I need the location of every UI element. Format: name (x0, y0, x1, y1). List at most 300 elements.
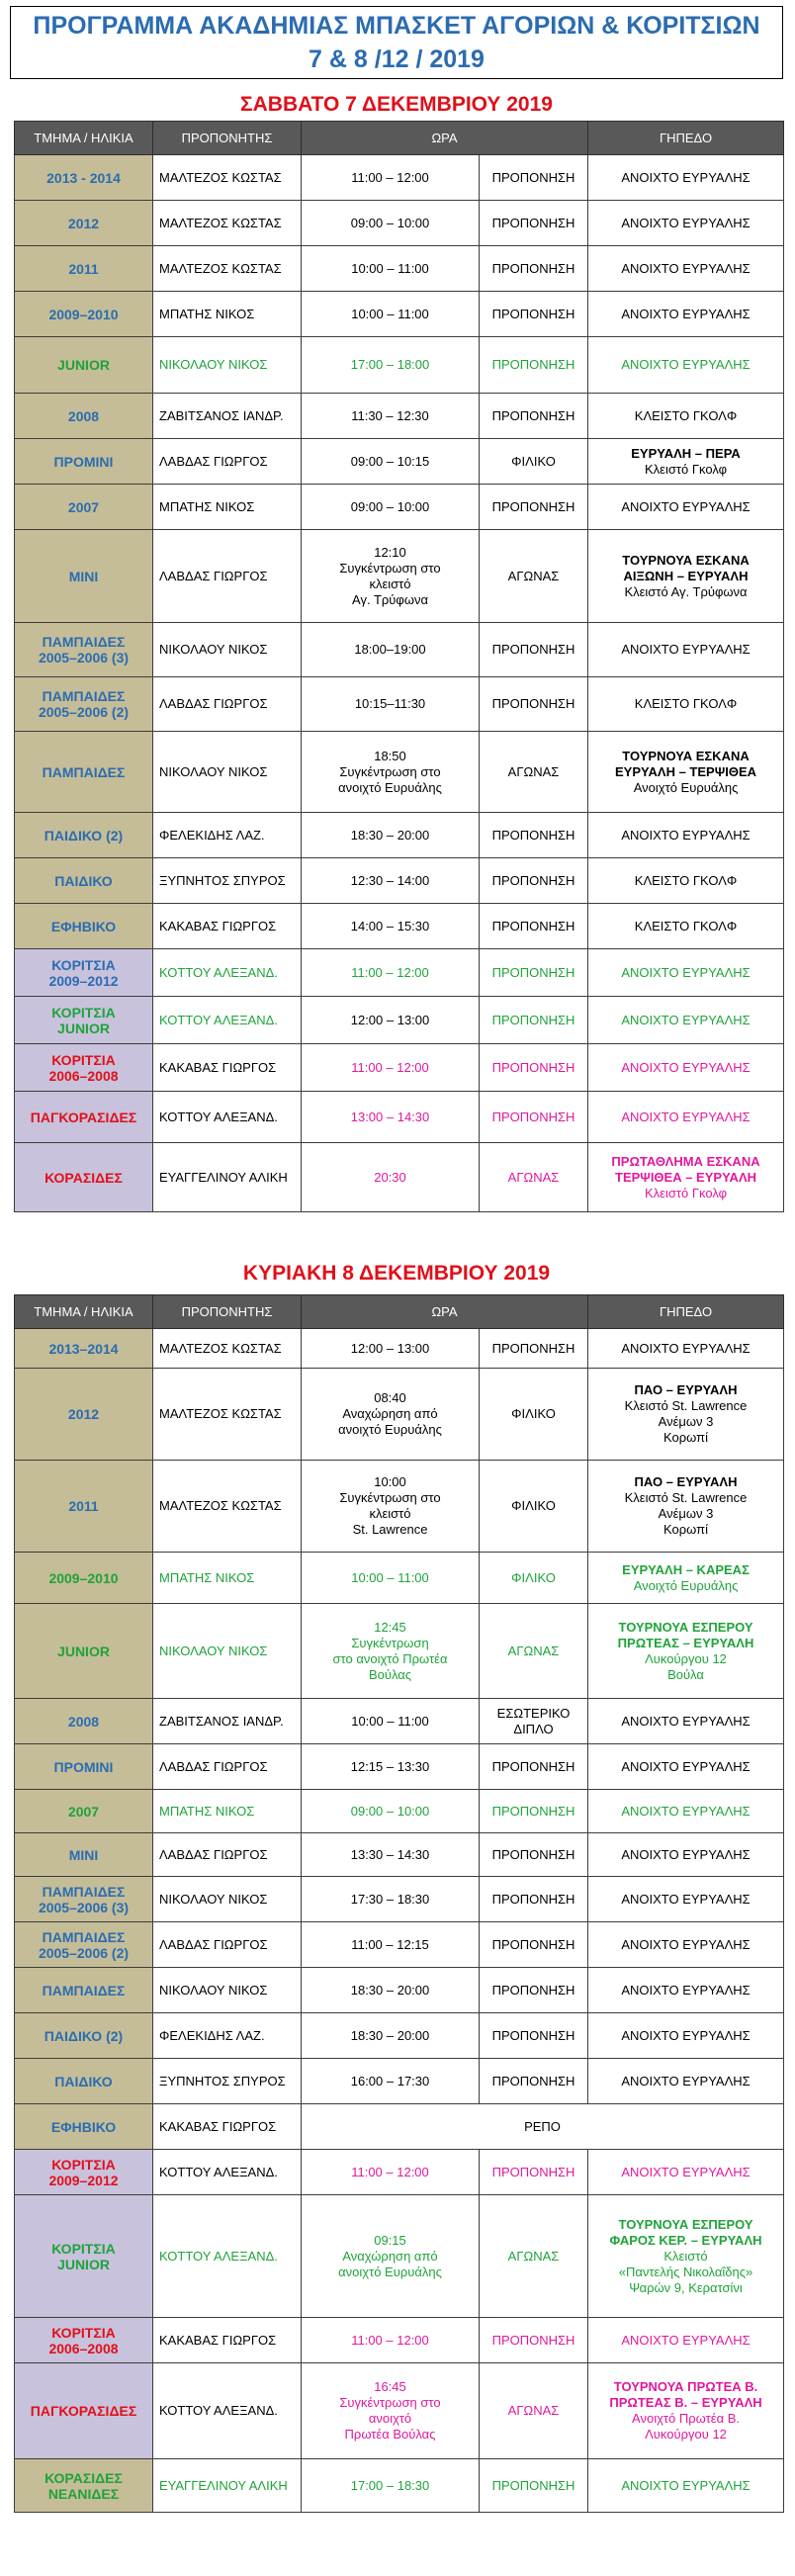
type-cell: ΠΡΟΠΟΝΗΣΗ (480, 904, 588, 949)
type-cell: ΠΡΟΠΟΝΗΣΗ (480, 246, 588, 292)
section-cell: 2008 (15, 394, 153, 439)
table-header-row (15, 1295, 784, 1329)
section-age: 2005–2006 (3) (38, 1899, 130, 1915)
venue-match: ΕΥΡΥΑΛΗ – ΠΕΡΑ (631, 445, 741, 461)
time-note: Βούλας (368, 1666, 412, 1682)
coach-cell: ΝΙΚΟΛΑΟΥ ΝΙΚΟΣ (153, 1604, 302, 1699)
coach-cell: ΜΑΛΤΕΖΟΣ ΚΩΣΤΑΣ (153, 246, 302, 292)
table-row (15, 201, 784, 246)
section-name: ΠΑΜΠΑΙΔΕΣ (42, 688, 126, 704)
section-cell: 2013 - 2014 (15, 155, 153, 201)
venue-cell (588, 1553, 784, 1604)
type-cell: ΑΓΩΝΑΣ (480, 732, 588, 813)
coach-cell: ΝΙΚΟΛΑΟΥ ΝΙΚΟΣ (153, 1968, 302, 2013)
type-cell: ΑΓΩΝΑΣ (480, 2363, 588, 2459)
time-note: Πρωτέα Βούλας (344, 2427, 436, 2442)
header-dates: 7 & 8 /12 / 2019 (309, 45, 485, 73)
venue-cell: ΑΝΟΙΧΤΟ ΕΥΡΥΑΛΗΣ (588, 949, 784, 997)
venue-match: ΠΑΟ – ΕΥΡΥΑΛΗ (634, 1474, 738, 1489)
time-value: 12:45 (374, 1619, 406, 1635)
section-cell: ΠΑΜΠΑΙΔΕΣ (15, 732, 153, 813)
time-cell: 17:30 – 18:30 (302, 1877, 480, 1922)
type-cell: ΠΡΟΠΟΝΗΣΗ (480, 997, 588, 1044)
venue-match: ΠΡΩΤΕΑΣ – ΕΥΡΥΑΛΗ (617, 1635, 754, 1650)
table-row (15, 2013, 784, 2059)
saturday-title: ΣΑΒΒΑΤΟ 7 ΔΕΚΕΜΒΡΙΟΥ 2019 (240, 93, 553, 116)
venue-cell: ΑΝΟΙΧΤΟ ΕΥΡΥΑΛΗΣ (588, 1968, 784, 2013)
table-row (15, 858, 784, 904)
coach-cell: ΚΟΤΤΟΥ ΑΛΕΞΑΝΔ. (153, 949, 302, 997)
type-cell: ΑΓΩΝΑΣ (480, 1604, 588, 1699)
time-note: ανοιχτό Ευρυάλης (338, 2264, 442, 2279)
time-cell: 09:00 – 10:15 (302, 439, 480, 485)
time-cell: 10:00 – 11:00 (302, 1553, 480, 1604)
coach-cell: ΚΑΚΑΒΑΣ ΓΙΩΡΓΟΣ (153, 904, 302, 949)
section-cell: MINI (15, 1833, 153, 1877)
venue-cell: ΑΝΟΙΧΤΟ ΕΥΡΥΑΛΗΣ (588, 2013, 784, 2059)
time-cell: 16:00 – 17:30 (302, 2059, 480, 2104)
type-cell: ΠΡΟΠΟΝΗΣΗ (480, 201, 588, 246)
table-row (15, 1604, 784, 1699)
venue-match: ΤΟΥΡΝΟΥΑ ΠΡΩΤΕΑ Β. (613, 2379, 758, 2394)
type-cell: ΠΡΟΠΟΝΗΣΗ (480, 2013, 588, 2059)
venue-match: ΤΟΥΡΝΟΥΑ ΕΣΚΑΝΑ (622, 748, 750, 763)
type-cell: ΠΡΟΠΟΝΗΣΗ (480, 155, 588, 201)
venue-location: Ανοιχτό Ευρυάλης (633, 1577, 739, 1593)
type-cell: ΑΓΩΝΑΣ (480, 2195, 588, 2318)
venue-cell: ΑΝΟΙΧΤΟ ΕΥΡΥΑΛΗΣ (588, 201, 784, 246)
section-cell (15, 997, 153, 1044)
section-cell: 2007 (15, 485, 153, 530)
time-note: Αναχώρηση από (342, 1406, 438, 1421)
coach-cell: ΛΑΒΔΑΣ ΓΙΩΡΓΟΣ (153, 1922, 302, 1968)
venue-location: «Παντελής Νικολαΐδης» (618, 2264, 753, 2279)
column-header-coach: ΠΡΟΠΟΝΗΤΗΣ (153, 122, 302, 155)
time-value: 08:40 (374, 1390, 406, 1405)
venue-location: Κλειστό St. Lawrence (624, 1398, 748, 1413)
time-cell: 09:00 – 10:00 (302, 485, 480, 530)
table-row (15, 1329, 784, 1369)
venue-cell (588, 530, 784, 623)
venue-match: ΠΑΟ – ΕΥΡΥΑΛΗ (634, 1382, 738, 1397)
section-cell (15, 1922, 153, 1968)
venue-city: Κορωπί (663, 1430, 708, 1445)
coach-cell: ΝΙΚΟΛΑΟΥ ΝΙΚΟΣ (153, 1877, 302, 1922)
section-age: 2006–2008 (48, 2340, 119, 2356)
venue-location: Κλειστό (663, 2248, 708, 2264)
section-age: ΝΕΑΝΙΔΕΣ (47, 2485, 120, 2502)
venue-cell: ΑΝΟΙΧΤΟ ΕΥΡΥΑΛΗΣ (588, 1092, 784, 1143)
section-cell: 2007 (15, 1790, 153, 1833)
table-row (15, 1922, 784, 1968)
sunday-table (14, 1294, 784, 2513)
time-cell: 13:00 – 14:30 (302, 1092, 480, 1143)
column-header-time: ΩΡΑ (302, 1295, 588, 1329)
table-row (15, 2318, 784, 2363)
coach-cell: ΜΑΛΤΕΖΟΣ ΚΩΣΤΑΣ (153, 1329, 302, 1369)
column-header-section: ΤΜΗΜΑ / ΗΛΙΚΙΑ (15, 122, 153, 155)
type-cell: ΠΡΟΠΟΝΗΣΗ (480, 1744, 588, 1790)
type-cell: ΠΡΟΠΟΝΗΣΗ (480, 2459, 588, 2513)
time-cell: 09:00 – 10:00 (302, 201, 480, 246)
coach-cell: ΝΙΚΟΛΑΟΥ ΝΙΚΟΣ (153, 623, 302, 677)
table-row (15, 485, 784, 530)
table-row (15, 530, 784, 623)
venue-address: Ανέμων 3 (658, 1414, 714, 1429)
type-cell: ΠΡΟΠΟΝΗΣΗ (480, 858, 588, 904)
time-cell: 14:00 – 15:30 (302, 904, 480, 949)
time-cell: 17:00 – 18:00 (302, 337, 480, 394)
section-cell: ΠΑΙΔΙΚΟ (15, 858, 153, 904)
venue-cell: ΚΛΕΙΣΤΟ ΓΚΟΛΦ (588, 904, 784, 949)
type-cell: ΠΡΟΠΟΝΗΣΗ (480, 1877, 588, 1922)
coach-cell: ΜΑΛΤΕΖΟΣ ΚΩΣΤΑΣ (153, 155, 302, 201)
type-cell: ΠΡΟΠΟΝΗΣΗ (480, 394, 588, 439)
table-row (15, 2150, 784, 2195)
time-cell: 12:30 – 14:00 (302, 858, 480, 904)
section-cell: ΠΑΜΠΑΙΔΕΣ (15, 1968, 153, 2013)
coach-cell: ΕΥΑΓΓΕΛΙΝΟΥ ΑΛΙΚΗ (153, 1143, 302, 1212)
section-cell: ΠΡΟΜΙΝΙ (15, 1744, 153, 1790)
time-note: ανοιχτό (368, 2411, 412, 2426)
section-age: JUNIOR (57, 2256, 110, 2272)
coach-cell: ΚΟΤΤΟΥ ΑΛΕΞΑΝΔ. (153, 997, 302, 1044)
coach-cell: ΚΑΚΑΒΑΣ ΓΙΩΡΓΟΣ (153, 1044, 302, 1092)
time-value: 16:45 (374, 2379, 406, 2394)
venue-location: Ανοιχτό Ευρυάλης (633, 779, 739, 795)
venue-match: ΕΥΡΥΑΛΗ – ΚΑΡΕΑΣ (622, 1561, 750, 1577)
venue-cell: ΑΝΟΙΧΤΟ ΕΥΡΥΑΛΗΣ (588, 813, 784, 858)
type-cell: ΠΡΟΠΟΝΗΣΗ (480, 2059, 588, 2104)
section-name: ΠΑΜΠΑΙΔΕΣ (42, 1883, 126, 1900)
type-cell: ΑΓΩΝΑΣ (480, 1143, 588, 1212)
coach-cell: ΚΟΤΤΟΥ ΑΛΕΞΑΝΔ. (153, 2150, 302, 2195)
venue-match: ΠΡΩΤΑΘΛΗΜΑ ΕΣΚΑΝΑ (611, 1153, 760, 1169)
time-note: Συγκέντρωση στο (339, 763, 441, 779)
section-name: ΚΟΡΙΤΣΙΑ (51, 1051, 116, 1068)
venue-cell (588, 439, 784, 485)
coach-cell: ΦΕΛΕΚΙΔΗΣ ΛΑΖ. (153, 813, 302, 858)
table-row (15, 2459, 784, 2513)
coach-cell: ΜΑΛΤΕΖΟΣ ΚΩΣΤΑΣ (153, 201, 302, 246)
coach-cell: ΖΑΒΙΤΣΑΝΟΣ ΙΑΝΔΡ. (153, 394, 302, 439)
section-age: 2005–2006 (2) (38, 704, 130, 720)
section-cell: ΠΑΙΔΙΚΟ (2) (15, 2013, 153, 2059)
time-cell (302, 732, 480, 813)
section-cell: 2011 (15, 1461, 153, 1553)
type-cell: ΠΡΟΠΟΝΗΣΗ (480, 1790, 588, 1833)
venue-cell: ΑΝΟΙΧΤΟ ΕΥΡΥΑΛΗΣ (588, 997, 784, 1044)
time-note: Αναχώρηση από (342, 2248, 438, 2264)
table-row (15, 1143, 784, 1212)
type-cell: ΠΡΟΠΟΝΗΣΗ (480, 1833, 588, 1877)
type-cell: ΠΡΟΠΟΝΗΣΗ (480, 1329, 588, 1369)
section-cell (15, 623, 153, 677)
table-row (15, 1744, 784, 1790)
time-cell (302, 1461, 480, 1553)
time-cell: 10:00 – 11:00 (302, 292, 480, 337)
venue-cell: ΑΝΟΙΧΤΟ ΕΥΡΥΑΛΗΣ (588, 337, 784, 394)
venue-location: Ανοιχτό Πρωτέα Β. (632, 2411, 740, 2426)
time-cell: 13:30 – 14:30 (302, 1833, 480, 1877)
table-row (15, 2195, 784, 2318)
venue-cell: ΑΝΟΙΧΤΟ ΕΥΡΥΑΛΗΣ (588, 155, 784, 201)
coach-cell: ΚΟΤΤΟΥ ΑΛΕΞΑΝΔ. (153, 2195, 302, 2318)
time-cell: 10:00 – 11:00 (302, 1699, 480, 1744)
coach-cell: ΖΑΒΙΤΣΑΝΟΣ ΙΑΝΔΡ. (153, 1699, 302, 1744)
time-value: 10:00 (374, 1474, 406, 1489)
section-cell: ΠΑΓΚΟΡΑΣΙΔΕΣ (15, 1092, 153, 1143)
type-cell: ΠΡΟΠΟΝΗΣΗ (480, 1922, 588, 1968)
table-row (15, 1553, 784, 1604)
section-name: ΚΟΡΙΤΣΙΑ (51, 2240, 116, 2257)
time-cell: 17:00 – 18:30 (302, 2459, 480, 2513)
time-cell (302, 2363, 480, 2459)
type-cell: ΠΡΟΠΟΝΗΣΗ (480, 2318, 588, 2363)
table-row (15, 1461, 784, 1553)
table-row (15, 813, 784, 858)
time-note: Συγκέντρωση στο (339, 560, 441, 576)
coach-cell: ΦΕΛΕΚΙΔΗΣ ΛΑΖ. (153, 2013, 302, 2059)
type-cell: ΠΡΟΠΟΝΗΣΗ (480, 813, 588, 858)
time-note: κλειστό (369, 1506, 411, 1521)
venue-match: ΠΡΩΤΕΑΣ Β. – ΕΥΡΥΑΛΗ (609, 2395, 762, 2410)
table-row (15, 623, 784, 677)
section-cell: ΠΑΙΔΙΚΟ (15, 2059, 153, 2104)
type-cell: ΠΡΟΠΟΝΗΣΗ (480, 1968, 588, 2013)
table-row (15, 246, 784, 292)
table-row (15, 904, 784, 949)
type-cell: ΦΙΛΙΚΟ (480, 1461, 588, 1553)
coach-cell: ΜΠΑΤΗΣ ΝΙΚΟΣ (153, 292, 302, 337)
time-note: St. Lawrence (352, 1522, 428, 1537)
venue-cell: ΑΝΟΙΧΤΟ ΕΥΡΥΑΛΗΣ (588, 2318, 784, 2363)
time-cell: 11:00 – 12:00 (302, 1044, 480, 1092)
coach-cell: ΛΑΒΔΑΣ ΓΙΩΡΓΟΣ (153, 677, 302, 732)
venue-match: ΤΟΥΡΝΟΥΑ ΕΣΠΕΡΟΥ (618, 1619, 753, 1635)
section-cell: ΕΦΗΒΙΚΟ (15, 904, 153, 949)
section-cell: JUNIOR (15, 1604, 153, 1699)
venue-cell (588, 1461, 784, 1553)
venue-match: ΕΥΡΥΑΛΗ – ΤΕΡΨΙΘΕΑ (615, 763, 757, 779)
section-cell: ΚΟΡΑΣΙΔΕΣ (15, 1143, 153, 1212)
venue-cell: ΑΝΟΙΧΤΟ ΕΥΡΥΑΛΗΣ (588, 2059, 784, 2104)
coach-cell: ΚΟΤΤΟΥ ΑΛΕΞΑΝΔ. (153, 2363, 302, 2459)
coach-cell: ΕΥΑΓΓΕΛΙΝΟΥ ΑΛΙΚΗ (153, 2459, 302, 2513)
section-cell: 2012 (15, 201, 153, 246)
section-cell: 2011 (15, 246, 153, 292)
type-cell: ΦΙΛΙΚΟ (480, 1553, 588, 1604)
time-cell: 11:30 – 12:30 (302, 394, 480, 439)
time-cell: 11:00 – 12:00 (302, 2318, 480, 2363)
time-cell: 18:30 – 20:00 (302, 813, 480, 858)
coach-cell: ΜΠΑΤΗΣ ΝΙΚΟΣ (153, 1790, 302, 1833)
venue-cell: ΑΝΟΙΧΤΟ ΕΥΡΥΑΛΗΣ (588, 246, 784, 292)
section-name: ΚΟΡΑΣΙΔΕΣ (44, 2469, 123, 2486)
time-value: 18:50 (374, 748, 406, 763)
coach-cell: ΛΑΒΔΑΣ ΓΙΩΡΓΟΣ (153, 530, 302, 623)
venue-cell: ΑΝΟΙΧΤΟ ΕΥΡΥΑΛΗΣ (588, 1699, 784, 1744)
venue-cell: ΑΝΟΙΧΤΟ ΕΥΡΥΑΛΗΣ (588, 1744, 784, 1790)
section-name: ΚΟΡΙΤΣΙΑ (51, 2324, 116, 2341)
section-cell: JUNIOR (15, 337, 153, 394)
venue-address: Λυκούργου 12 (645, 2427, 727, 2442)
time-cell: 11:00 – 12:00 (302, 155, 480, 201)
venue-cell: ΑΝΟΙΧΤΟ ΕΥΡΥΑΛΗΣ (588, 1044, 784, 1092)
type-cell: ΠΡΟΠΟΝΗΣΗ (480, 1092, 588, 1143)
venue-cell (588, 2363, 784, 2459)
table-row (15, 292, 784, 337)
time-cell (302, 1604, 480, 1699)
type-cell: ΠΡΟΠΟΝΗΣΗ (480, 1044, 588, 1092)
venue-cell: ΚΛΕΙΣΤΟ ΓΚΟΛΦ (588, 677, 784, 732)
table-row (15, 1092, 784, 1143)
table-row (15, 2363, 784, 2459)
time-note: ανοιχτό Ευρυάλης (338, 779, 442, 795)
type-cell: ΠΡΟΠΟΝΗΣΗ (480, 292, 588, 337)
table-row (15, 2059, 784, 2104)
time-cell: 10:15–11:30 (302, 677, 480, 732)
venue-cell: ΑΝΟΙΧΤΟ ΕΥΡΥΑΛΗΣ (588, 1877, 784, 1922)
table-header-row (15, 122, 784, 155)
section-age: 2009–2012 (48, 972, 119, 989)
table-row (15, 1369, 784, 1461)
venue-address: Ψαρών 9, Κερατσίνι (629, 2279, 743, 2295)
time-value: 12:10 (374, 544, 406, 560)
column-header-section: ΤΜΗΜΑ / ΗΛΙΚΙΑ (15, 1295, 153, 1329)
section-cell (15, 2318, 153, 2363)
venue-cell (588, 1604, 784, 1699)
venue-cell: ΑΝΟΙΧΤΟ ΕΥΡΥΑΛΗΣ (588, 485, 784, 530)
type-cell: ΑΓΩΝΑΣ (480, 530, 588, 623)
column-header-time: ΩΡΑ (302, 122, 588, 155)
venue-location: Κλειστό Γκολφ (644, 461, 728, 477)
venue-cell: ΑΝΟΙΧΤΟ ΕΥΡΥΑΛΗΣ (588, 623, 784, 677)
section-cell: ΠΑΙΔΙΚΟ (2) (15, 813, 153, 858)
venue-cell: ΚΛΕΙΣΤΟ ΓΚΟΛΦ (588, 858, 784, 904)
venue-cell (588, 1143, 784, 1212)
column-header-venue: ΓΗΠΕΔΟ (588, 122, 784, 155)
type-cell: ΠΡΟΠΟΝΗΣΗ (480, 623, 588, 677)
venue-cell (588, 732, 784, 813)
coach-cell: ΚΟΤΤΟΥ ΑΛΕΞΑΝΔ. (153, 1092, 302, 1143)
time-cell: 09:00 – 10:00 (302, 1790, 480, 1833)
table-row (15, 155, 784, 201)
table-row (15, 1044, 784, 1092)
time-cell: 18:30 – 20:00 (302, 1968, 480, 2013)
table-row (15, 1968, 784, 2013)
venue-match: ΑΙΞΩΝΗ – ΕΥΡΥΑΛΗ (623, 568, 749, 583)
section-cell: 2013–2014 (15, 1329, 153, 1369)
time-note: στο ανοιχτό Πρωτέα (332, 1650, 448, 1666)
column-header-coach: ΠΡΟΠΟΝΗΤΗΣ (153, 1295, 302, 1329)
coach-cell: ΛΑΒΔΑΣ ΓΙΩΡΓΟΣ (153, 1744, 302, 1790)
section-age: JUNIOR (57, 1020, 110, 1036)
time-cell (302, 2195, 480, 2318)
coach-cell: ΜΠΑΤΗΣ ΝΙΚΟΣ (153, 485, 302, 530)
coach-cell: ΛΑΒΔΑΣ ΓΙΩΡΓΟΣ (153, 439, 302, 485)
venue-match: ΤΕΡΨΙΘΕΑ – ΕΥΡΥΑΛΗ (615, 1169, 757, 1185)
time-cell: 10:00 – 11:00 (302, 246, 480, 292)
section-cell (15, 2150, 153, 2195)
section-cell: 2008 (15, 1699, 153, 1744)
section-name: ΚΟΡΙΤΣΙΑ (51, 1004, 116, 1021)
column-header-venue: ΓΗΠΕΔΟ (588, 1295, 784, 1329)
time-value: 09:15 (374, 2232, 406, 2248)
time-cell (302, 1369, 480, 1461)
type-cell: ΦΙΛΙΚΟ (480, 439, 588, 485)
table-row (15, 1790, 784, 1833)
venue-cell (588, 1369, 784, 1461)
section-cell: ΠΑΓΚΟΡΑΣΙΔΕΣ (15, 2363, 153, 2459)
time-note: Συγκέντρωση στο (339, 1490, 441, 1505)
time-cell: 18:30 – 20:00 (302, 2013, 480, 2059)
table-row (15, 1833, 784, 1877)
coach-cell: ΚΑΚΑΒΑΣ ΓΙΩΡΓΟΣ (153, 2318, 302, 2363)
time-note: Συγκέντρωση στο (339, 2395, 441, 2410)
venue-city: Βούλα (667, 1666, 704, 1682)
table-row (15, 439, 784, 485)
table-row (15, 1877, 784, 1922)
time-cell: 12:00 – 13:00 (302, 1329, 480, 1369)
section-cell: 2012 (15, 1369, 153, 1461)
table-row (15, 677, 784, 732)
venue-match: ΤΟΥΡΝΟΥΑ ΕΣΠΕΡΟΥ (618, 2216, 753, 2232)
section-age: 2005–2006 (3) (38, 650, 130, 666)
table-row (15, 997, 784, 1044)
rest-cell: ΡΕΠΟ (302, 2104, 784, 2150)
section-name: ΠΑΜΠΑΙΔΕΣ (42, 634, 126, 650)
table-row (15, 2104, 784, 2150)
section-cell (15, 2195, 153, 2318)
header-title: ΠΡΟΓΡΑΜΜΑ ΑΚΑΔΗΜΙΑΣ ΜΠΑΣΚΕΤ ΑΓΟΡΙΩΝ & ΚΟΡΙΤΣΙΩΝ (33, 12, 760, 40)
venue-cell: ΚΛΕΙΣΤΟ ΓΚΟΛΦ (588, 394, 784, 439)
section-age: 2005–2006 (2) (38, 1944, 130, 1961)
section-cell (15, 1877, 153, 1922)
time-note: Αγ. Τρύφωνα (352, 591, 428, 607)
time-note: κλειστό (369, 576, 411, 591)
schedule-header (10, 6, 783, 79)
venue-address: Λυκούργου 12 (645, 1650, 727, 1666)
coach-cell: ΞΥΠΝΗΤΟΣ ΣΠΥΡΟΣ (153, 2059, 302, 2104)
coach-cell: ΝΙΚΟΛΑΟΥ ΝΙΚΟΣ (153, 337, 302, 394)
type-cell: ΠΡΟΠΟΝΗΣΗ (480, 677, 588, 732)
section-cell: 2009–2010 (15, 1553, 153, 1604)
saturday-table (14, 121, 784, 1212)
section-cell (15, 2459, 153, 2513)
coach-cell: ΜΠΑΤΗΣ ΝΙΚΟΣ (153, 1553, 302, 1604)
venue-match: ΤΟΥΡΝΟΥΑ ΕΣΚΑΝΑ (622, 552, 750, 568)
venue-cell: ΑΝΟΙΧΤΟ ΕΥΡΥΑΛΗΣ (588, 1790, 784, 1833)
venue-cell: ΑΝΟΙΧΤΟ ΕΥΡΥΑΛΗΣ (588, 1329, 784, 1369)
table-row (15, 337, 784, 394)
coach-cell: ΚΑΚΑΒΑΣ ΓΙΩΡΓΟΣ (153, 2104, 302, 2150)
type-cell: ΦΙΛΙΚΟ (480, 1369, 588, 1461)
venue-cell (588, 2195, 784, 2318)
section-name: ΚΟΡΙΤΣΙΑ (51, 2156, 116, 2173)
sunday-title: ΚΥΡΙΑΚΗ 8 ΔΕΚΕΜΒΡΙΟΥ 2019 (242, 1262, 551, 1285)
section-cell (15, 949, 153, 997)
time-cell: 11:00 – 12:15 (302, 1922, 480, 1968)
time-cell: 12:15 – 13:30 (302, 1744, 480, 1790)
venue-cell: ΑΝΟΙΧΤΟ ΕΥΡΥΑΛΗΣ (588, 1922, 784, 1968)
section-cell (15, 677, 153, 732)
section-cell: ΕΦΗΒΙΚΟ (15, 2104, 153, 2150)
time-cell: 11:00 – 12:00 (302, 949, 480, 997)
venue-cell: ΑΝΟΙΧΤΟ ΕΥΡΥΑΛΗΣ (588, 1833, 784, 1877)
table-row (15, 1699, 784, 1744)
venue-city: Κορωπί (663, 1522, 708, 1537)
